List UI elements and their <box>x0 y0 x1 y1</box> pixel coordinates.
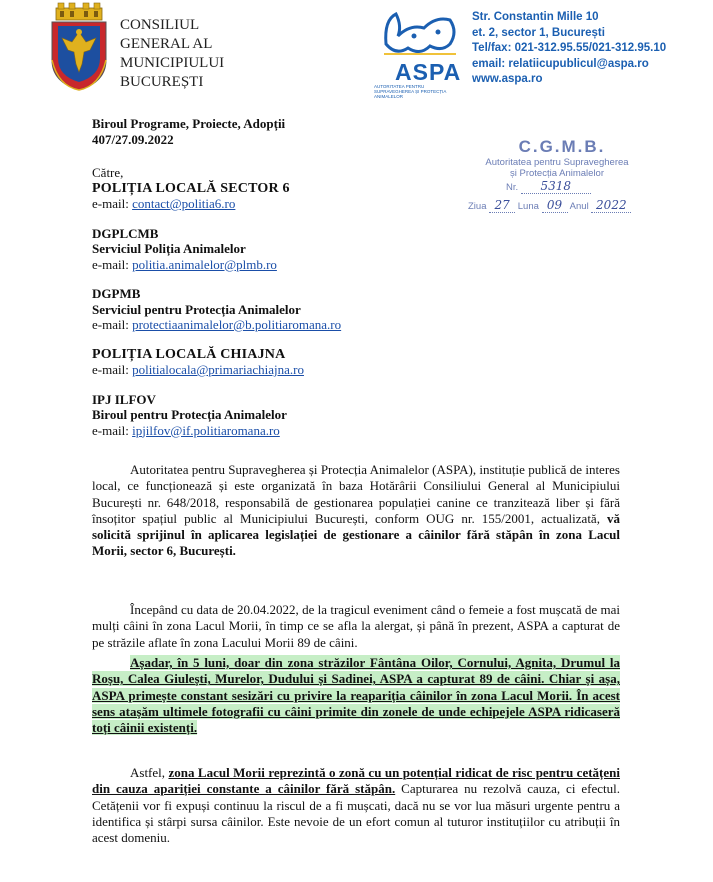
paragraph-1 <box>92 462 620 560</box>
paragraph-1-text: Autoritatea pentru Supravegherea și Protecția Animalelor (ASPA), instituție publică de interes local, ce funcționează și este organizată în baza Hotărârii Consiliului General al Municipiului București nr. 648/2018, responsabilă de gestionarea populației canine ce tranzitează liber și fără însoțitor spațiul public al Municipiului București, conform OUG nr. 155/2001, actualizată, <box>92 462 620 526</box>
paragraph-4-intro: Astfel, <box>130 765 169 780</box>
recipient-politia-locala-chiajna <box>92 347 341 378</box>
aspa-logo-icon <box>380 6 460 58</box>
recipient-dept: Biroul pentru Protecția Animalelor <box>92 407 287 422</box>
registration-number: 407/27.09.2022 <box>92 132 174 147</box>
email-label: e-mail: <box>92 256 129 272</box>
council-line: BUCUREȘTI <box>120 74 204 90</box>
stamp-luna-label: Luna <box>517 201 539 212</box>
recipient-email-link[interactable]: protectiaanimalelor@b.politiaromana.ro <box>132 317 342 332</box>
recipient-name: POLIȚIA LOCALĂ SECTOR 6 <box>92 180 290 196</box>
council-line: GENERAL AL <box>120 36 213 52</box>
stamp-line-1: Autoritatea pentru Supravegherea <box>485 157 629 168</box>
recipient-politia-locala-sector-6 <box>92 181 341 212</box>
paragraph-4-emphasis-2: potențial ridicat de risc pentru cetățeni din cauza apariției constante a câinilor fără stăpân. <box>92 765 620 797</box>
bureau-header <box>92 116 285 148</box>
stamp-date-row <box>468 198 668 213</box>
recipient-email-row <box>92 423 341 439</box>
recipient-email-link[interactable]: politialocala@primariachiajna.ro <box>132 362 304 377</box>
contact-address-2: et. 2, sector 1, București <box>472 26 605 39</box>
stamp-line-2: și Protecția Animalelor <box>510 168 604 179</box>
paragraph-1-request: vă solicită sprijinul în aplicarea legislației de gestionare a câinilor fără stăpân în zona Lacul Morii, sector 6, București. <box>92 510 620 559</box>
recipient-email-row <box>92 257 341 273</box>
aspa-subtitle: AUTORITATEA PENTRU SUPRAVEGHEREA ȘI PROTECȚIA ANIMALELOR <box>374 84 447 99</box>
recipient-name: IPJ ILFOV <box>92 391 156 407</box>
recipient-email-link[interactable]: contact@politia6.ro <box>132 196 236 211</box>
recipient-email-row <box>92 317 341 333</box>
paragraph-4 <box>92 765 620 846</box>
bureau-name: Biroul Programe, Proiecte, Adopții <box>92 116 286 131</box>
council-line: CONSILIUL <box>120 17 200 33</box>
council-line: MUNICIPIULUI <box>120 55 225 71</box>
paragraph-4-text: Capturarea nu rezolvă cauza, ci efectul. Cetățenii vor fi expuși continuu la riscul de a fi mușcati, dacă nu se vor lua măsuri urgente pentru a identifica și stârpi sursa câinilor. Este nevoie de un efort comun al tuturor instituțiilor cu atribuții în acest domeniu. <box>92 781 620 846</box>
contact-block <box>472 10 666 88</box>
stamp-nr-label: Nr. <box>506 182 519 193</box>
paragraph-3 <box>92 655 620 736</box>
recipient-dgplcmb <box>92 226 341 273</box>
recipient-email-link[interactable]: politia.animalelor@plmb.ro <box>132 256 277 272</box>
recipient-dept: Serviciul pentru Protecția Animalelor <box>92 301 301 317</box>
stamp-number-row <box>506 179 668 194</box>
email-label: e-mail: <box>92 362 129 377</box>
registration-stamp <box>468 137 668 213</box>
contact-phone: Tel/fax: 021-312.95.55/021-312.95.10 <box>472 42 667 54</box>
stamp-nr-value: 5318 <box>540 179 572 193</box>
recipient-name: POLIȚIA LOCALĂ CHIAJNA <box>92 346 286 362</box>
paragraph-3-highlight: Așadar, în 5 luni, doar din zona străzilor Fântâna Oilor, Cornului, Agnita, Drumul la Roșu, Calea Giulești, Murelor, Dudului și Sadinei, ASPA a capturat 89 de câini. Chiar și așa, ASPA primește constant sesizări cu privire la reapariția câinilor în zona Lacul Morii. În acest sens atașăm ultimele fotografii cu câini primite din zonele de unde echipejele ASPA ridicaseră toți câinii existenți. <box>92 655 620 736</box>
recipients-list <box>92 165 341 452</box>
aspa-wordmark: ASPA <box>395 59 462 85</box>
paragraph-4-emphasis-1: zona Lacul Morii reprezintă o zonă cu un <box>168 765 400 780</box>
bucharest-coat-of-arms-logo <box>48 2 110 92</box>
recipient-name: DGPLCMB <box>92 225 159 241</box>
recipient-dept: Serviciul Poliția Animalelor <box>92 241 246 256</box>
email-label: e-mail: <box>92 196 129 211</box>
stamp-luna-value: 09 <box>546 198 563 212</box>
recipient-dgpmb <box>92 286 341 333</box>
stamp-anul-label: Anul <box>569 201 589 212</box>
recipient-email-row <box>92 196 341 212</box>
stamp-ziua-value: 27 <box>494 198 510 212</box>
recipient-ipj-ilfov <box>92 392 341 439</box>
stamp-title: C.G.M.B. <box>518 137 606 156</box>
recipient-email-row <box>92 362 341 378</box>
council-name <box>120 16 224 92</box>
stamp-ziua-label: Ziua <box>468 201 487 212</box>
stamp-anul-value: 2022 <box>596 198 627 212</box>
email-label: e-mail: <box>92 422 129 438</box>
catre-label: Către, <box>92 165 124 180</box>
recipient-name: DGPMB <box>92 286 141 301</box>
contact-website[interactable]: www.aspa.ro <box>472 73 543 85</box>
email-label: e-mail: <box>92 317 129 332</box>
recipient-email-link[interactable]: ipjilfov@if.politiaromana.ro <box>132 422 280 438</box>
paragraph-2: Începând cu data de 20.04.2022, de la tragicul eveniment când o femeie a fost mușcată de mai mulți câini în zona Lacul Morii, în timp ce se afla la alergat, și până în prezent, ASPA a capturat de pe străzile aflate în zona Lacului Morii 89 de câini. <box>92 602 620 650</box>
contact-email[interactable]: email: relatiicupublicul@aspa.ro <box>472 57 649 70</box>
contact-address: Str. Constantin Mille 10 <box>472 11 599 23</box>
